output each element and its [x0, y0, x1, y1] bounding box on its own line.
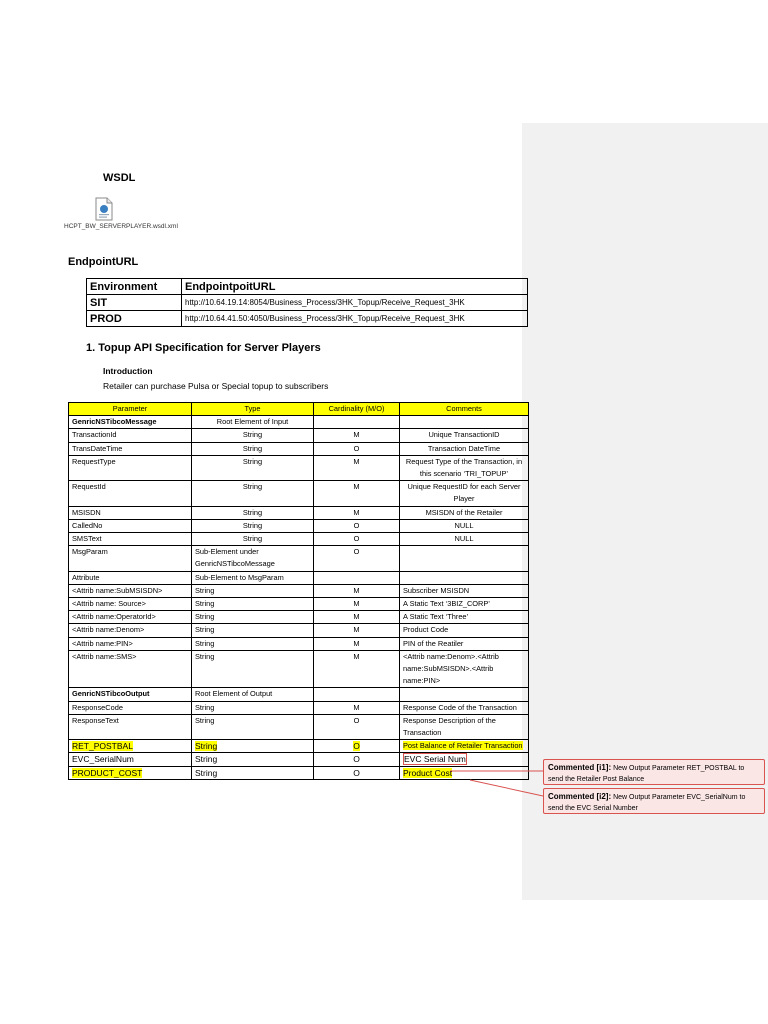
param-cell: GenricNSTibcoMessage	[69, 416, 192, 429]
endpoint-url-cell: http://10.64.19.14:8054/Business_Process/3HK_Topup/Receive_Request_3HK	[182, 295, 528, 311]
comments-cell: Request Type of the Transaction, in this scenario ‘TRI_TOPUP’	[400, 455, 529, 480]
type-cell: String	[192, 753, 314, 766]
spec-header-cell: Comments	[400, 403, 529, 416]
introduction-text: Retailer can purchase Pulsa or Special topup to subscribers	[103, 381, 329, 391]
type-cell: String	[192, 611, 314, 624]
wsdl-heading: WSDL	[103, 172, 136, 184]
param-cell: SMSText	[69, 533, 192, 546]
comment-balloon[interactable]	[543, 788, 765, 814]
param-cell: EVC_SerialNum	[69, 753, 192, 766]
param-cell: ResponseCode	[69, 701, 192, 714]
endpoint-url-cell: http://10.64.41.50:4050/Business_Process/3HK_Topup/Receive_Request_3HK	[182, 311, 528, 327]
spec-header-cell: Type	[192, 403, 314, 416]
param-cell: <Attrib name: Source>	[69, 598, 192, 611]
type-cell: String	[192, 442, 314, 455]
cardinality-cell: M	[314, 598, 400, 611]
comments-cell: Subscriber MSISDN	[400, 584, 529, 597]
cardinality-cell: M	[314, 584, 400, 597]
cardinality-cell: M	[314, 429, 400, 442]
cardinality-cell: M	[314, 624, 400, 637]
comments-cell: Response Description of the Transaction	[400, 714, 529, 739]
cardinality-text: O	[353, 741, 360, 752]
comment-title: Commented [i2]:	[548, 792, 612, 801]
param-cell: <Attrib name:SMS>	[69, 650, 192, 688]
introduction-heading: Introduction	[103, 366, 153, 376]
comments-cell: <Attrib name:Denom>.<Attrib name:SubMSISDN>.<Attrib name:PIN>	[400, 650, 529, 688]
comments-cell: A Static Text ‘Three’	[400, 611, 529, 624]
cardinality-cell: O	[314, 753, 400, 766]
comments-cell: Product Code	[400, 624, 529, 637]
param-cell: RequestType	[69, 455, 192, 480]
type-cell: String	[192, 584, 314, 597]
param-cell: TransactionId	[69, 429, 192, 442]
type-cell: String	[192, 650, 314, 688]
param-cell: Attribute	[69, 571, 192, 584]
param-text: RET_POSTBAL	[72, 741, 133, 752]
type-cell: Sub-Element under GenricNSTibcoMessage	[192, 546, 314, 571]
param-cell: <Attrib name:OperatorId>	[69, 611, 192, 624]
endpoint-env-cell: SIT	[87, 295, 182, 311]
param-cell: CalledNo	[69, 519, 192, 532]
cardinality-cell: M	[314, 611, 400, 624]
comment-text: New Output Parameter RET_POSTBAL to send the Retailer Post Balance	[548, 765, 745, 783]
type-cell: String	[192, 624, 314, 637]
endpoint-heading: EndpointURL	[68, 256, 139, 268]
comment-balloon[interactable]	[543, 759, 765, 785]
comments-cell: Response Code of the Transaction	[400, 701, 529, 714]
type-cell: String	[192, 481, 314, 506]
type-text: String	[195, 741, 218, 752]
type-cell: String	[192, 766, 314, 779]
spec-header-cell: Cardinality (M/O)	[314, 403, 400, 416]
type-cell: String	[192, 598, 314, 611]
cardinality-cell: M	[314, 455, 400, 480]
type-cell: Root Element of Output	[192, 688, 314, 701]
endpoint-header-cell: Environment	[87, 279, 182, 295]
param-cell: MSISDN	[69, 506, 192, 519]
cardinality-cell: M	[314, 701, 400, 714]
comment-text: New Output Parameter EVC_SerialNum to send the EVC Serial Number	[548, 794, 746, 812]
type-cell: String	[192, 506, 314, 519]
comments-cell: MSISDN of the Retailer	[400, 506, 529, 519]
type-cell: String	[192, 701, 314, 714]
param-text: PRODUCT_COST	[72, 767, 143, 778]
cardinality-cell: O	[314, 714, 400, 739]
type-cell: String	[192, 455, 314, 480]
type-cell: String	[192, 519, 314, 532]
param-cell: <Attrib name:SubMSISDN>	[69, 584, 192, 597]
spec-header-cell: Parameter	[69, 403, 192, 416]
comments-cell: NULL	[400, 519, 529, 532]
param-cell: MsgParam	[69, 546, 192, 571]
param-cell: <Attrib name:Denom>	[69, 624, 192, 637]
param-cell: RequestId	[69, 481, 192, 506]
param-cell: <Attrib name:PIN>	[69, 637, 192, 650]
comments-cell: Unique RequestID for each Server Player	[400, 481, 529, 506]
comment-anchor[interactable]: EVC Serial Num	[404, 754, 466, 765]
endpoint-header-cell: EndpointpoitURL	[182, 279, 528, 295]
comments-text: Post Balance of Retailer Transaction	[403, 741, 523, 751]
comments-cell: Unique TransactionID	[400, 429, 529, 442]
cardinality-cell: O	[314, 519, 400, 532]
cardinality-cell: M	[314, 637, 400, 650]
type-cell: String	[192, 637, 314, 650]
cardinality-cell: M	[314, 481, 400, 506]
attachment-label[interactable]: HCPT_BW_SERVERPLAYER.wsdl.xml	[64, 223, 178, 230]
section-heading: 1. Topup API Specification for Server Players	[86, 342, 321, 354]
comments-cell: Transaction DateTime	[400, 442, 529, 455]
cardinality-cell: M	[314, 650, 400, 688]
comments-text: A Static Text ‘3BIZ_CORP’	[403, 599, 490, 609]
cardinality-cell: O	[314, 533, 400, 546]
param-cell: ResponseText	[69, 714, 192, 739]
comments-cell: PIN of the Reatiler	[400, 637, 529, 650]
endpoint-env-cell: PROD	[87, 311, 182, 327]
type-cell: String	[192, 714, 314, 739]
type-cell: Root Element of Input	[192, 416, 314, 429]
type-cell: String	[192, 429, 314, 442]
comment-title: Commented [i1]:	[548, 763, 612, 772]
comments-text: Product Cost	[403, 767, 453, 778]
param-cell: TransDateTime	[69, 442, 192, 455]
param-cell: GenricNSTibcoOutput	[69, 688, 192, 701]
cardinality-cell: O	[314, 546, 400, 571]
type-cell: String	[192, 533, 314, 546]
cardinality-cell: O	[314, 766, 400, 779]
comments-cell: NULL	[400, 533, 529, 546]
cardinality-cell: O	[314, 442, 400, 455]
cardinality-cell: M	[314, 506, 400, 519]
type-cell: Sub-Element to MsgParam	[192, 571, 314, 584]
